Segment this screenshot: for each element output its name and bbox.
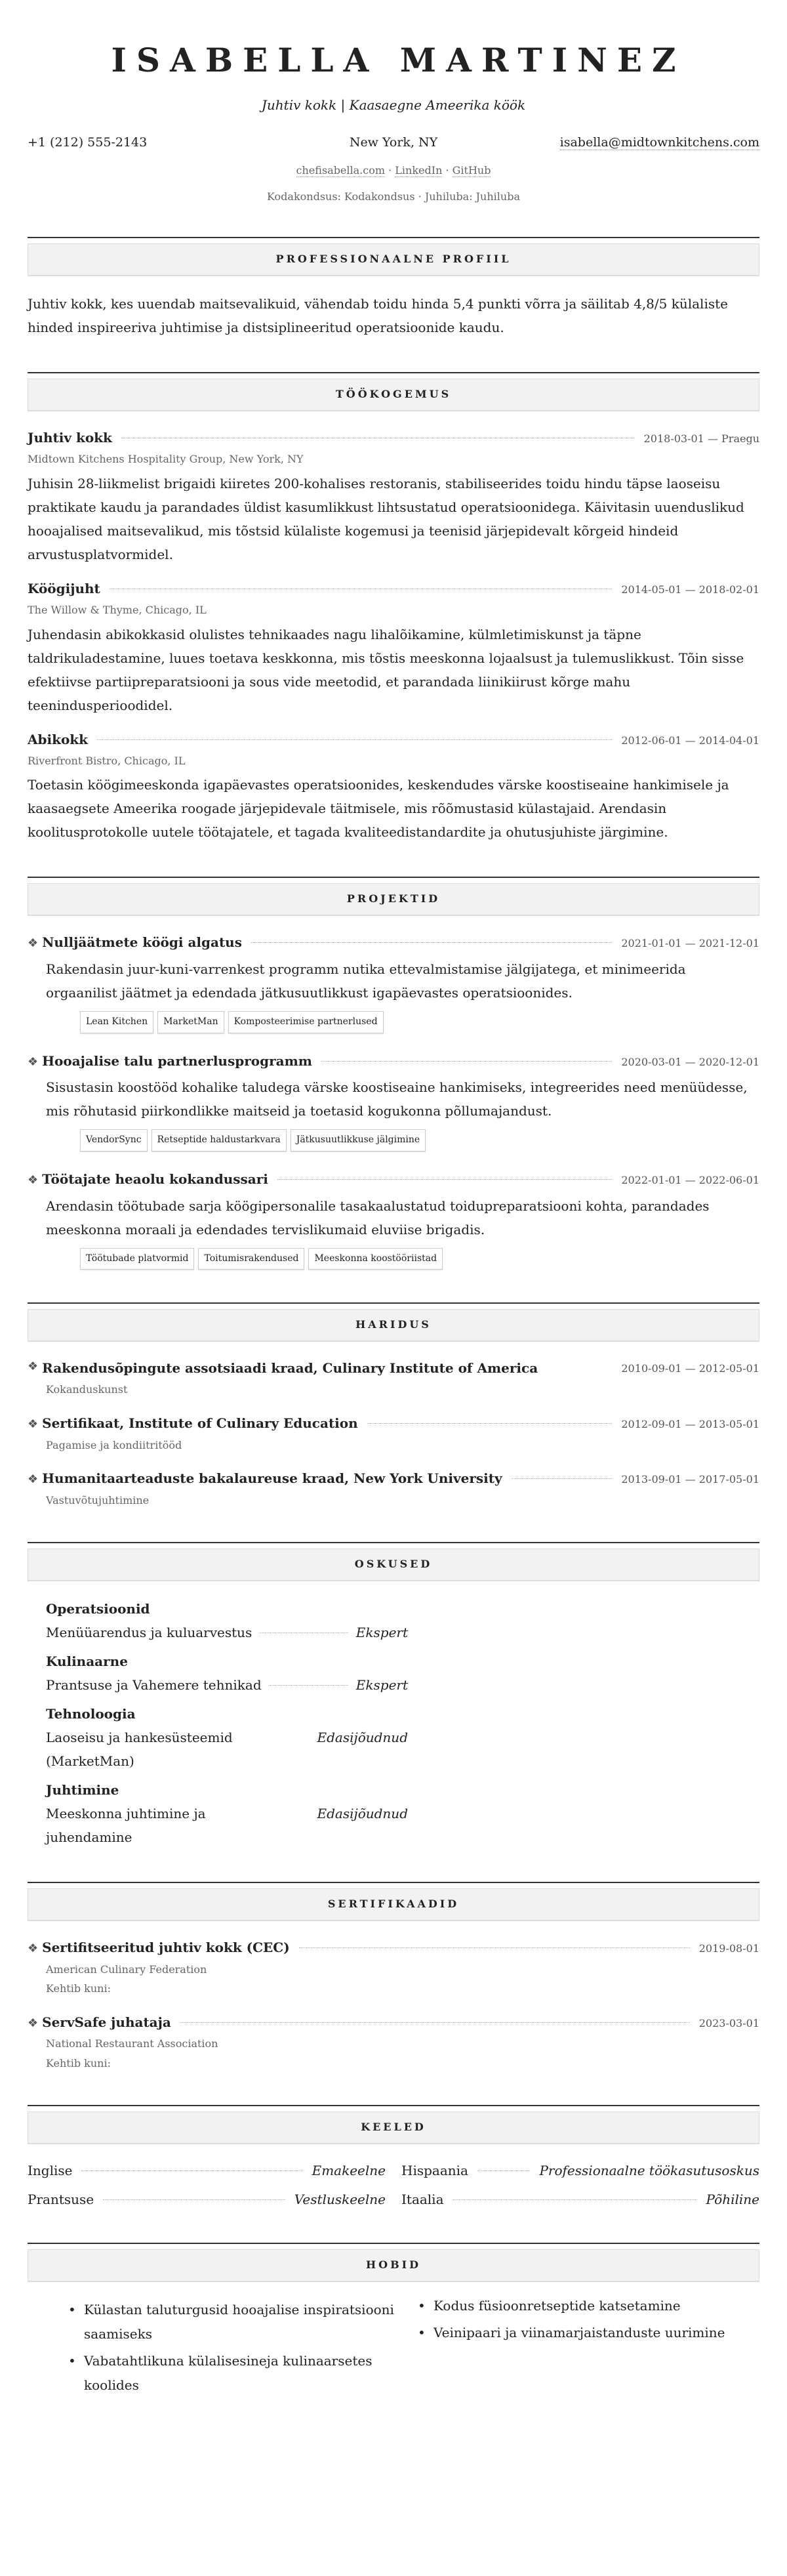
job-title: Juhtiv kokk (28, 430, 112, 446)
section-divider (28, 2105, 759, 2106)
email-link[interactable]: isabella@midtownkitchens.com (559, 135, 759, 150)
skill-row (46, 1621, 408, 1644)
project-tags (28, 1129, 759, 1152)
skill-row (46, 1726, 408, 1773)
skill-level: Ekspert (355, 1624, 408, 1640)
certification-date: 2023-03-01 (698, 2016, 759, 2029)
tag: VendorSync (80, 1129, 148, 1152)
dotted-leader (260, 1632, 348, 1633)
language-level: Vestluskeelne (294, 2191, 386, 2207)
resume-header (28, 41, 759, 204)
education-item (28, 1413, 759, 1453)
language-grid (28, 2160, 759, 2210)
project-title: Hooajalise talu partnerlusprogramm (42, 1052, 312, 1069)
language-row (401, 2189, 759, 2210)
skill-category: Tehnoloogia (46, 1705, 136, 1722)
section-divider (28, 1882, 759, 1883)
language-name: Itaalia (401, 2191, 444, 2207)
link-separator: · (385, 163, 395, 177)
tag: Meeskonna koostööriistad (308, 1248, 443, 1270)
link-separator: · (442, 163, 453, 177)
section-divider (28, 1542, 759, 1543)
degree-title: Humanitaarteaduste bakalaureuse kraad, New York University (42, 1470, 502, 1487)
skill-category: Operatsioonid (46, 1600, 150, 1617)
section-divider (28, 372, 759, 373)
dotted-leader (321, 1061, 612, 1062)
language-name: Prantsuse (28, 2191, 94, 2207)
language-level: Põhiline (706, 2191, 759, 2207)
section-divider (28, 1302, 759, 1304)
website-link[interactable]: chefisabella.com (296, 163, 386, 177)
language-row (28, 2160, 386, 2181)
degree-title: Rakendusõpingute assotsiaadi kraad, Culinary Institute of America (42, 1360, 538, 1377)
company: The Willow & Thyme, Chicago, IL (28, 603, 207, 616)
certification-title: Sertifitseeritud juhtiv kokk (CEC) (42, 1939, 290, 1955)
hobby-item: • Kodus füsioonretseptide katsetamine (416, 2294, 759, 2318)
education-item (28, 1358, 759, 1398)
contact-row (28, 134, 759, 152)
hobby-item: • Veinipaari ja viinamarjaistanduste uurimine (416, 2321, 759, 2345)
language-row (401, 2160, 759, 2181)
experience-item (28, 729, 759, 844)
project-dates: 2022-01-01 — 2022-06-01 (621, 1173, 759, 1186)
section-projects (28, 877, 759, 1270)
profile-summary: Juhtiv kokk, kes uuendab maitsevalikuid, vähendab toidu hinda 5,4 punkti võrra ja säilitab 4,8/5 külaliste hinded inspireeriva juhtimise ja distsiplineeritud operatsioonide kaudu. (28, 296, 728, 336)
skill-row (46, 1673, 408, 1697)
certification-expiry: Kehtib kuni: (46, 1982, 111, 1995)
tag: Retseptide haldustarkvara (151, 1129, 287, 1152)
linkedin-link[interactable]: LinkedIn (395, 163, 443, 177)
language-name: Inglise (28, 2162, 73, 2178)
section-title: SERTIFIKAADID (28, 1888, 759, 1921)
section-title: KEELED (28, 2111, 759, 2144)
project-tags (28, 1011, 759, 1033)
degree-title: Sertifikaat, Institute of Culinary Education (42, 1415, 358, 1431)
education-dates: 2010-09-01 — 2012-05-01 (621, 1362, 759, 1375)
tag: Töötubade platvormid (80, 1248, 194, 1270)
education-dates: 2013-09-01 — 2017-05-01 (621, 1473, 759, 1486)
dotted-leader (180, 2022, 690, 2023)
location: New York, NY (349, 135, 438, 150)
skill-name: Laoseisu ja hankesüsteemid (MarketMan) (46, 1729, 233, 1769)
tag: MarketMan (157, 1011, 224, 1033)
dotted-leader (277, 1179, 612, 1180)
certification-date: 2019-08-01 (698, 1942, 759, 1955)
project-description: Sisustasin koostööd kohalike taludega värske koostiseaine hankimiseks, integreerides need menüüdesse, mis rõhutasid piirkondlikke maitseid ja toetasid kogukonna põllumajandust. (46, 1079, 748, 1119)
certification-issuer: National Restaurant Association (46, 2037, 218, 2050)
dotted-leader (270, 1685, 348, 1686)
job-dates: 2012-06-01 — 2014-04-01 (621, 734, 759, 747)
section-divider (28, 237, 759, 238)
section-title: OSKUSED (28, 1548, 759, 1581)
project-description: Arendasin töötubade sarja köögipersonalile tasakaalustatud toidupreparatsiooni kohta, parandades meeskonna moraali ja edendades tervislikumaid eluviise brigadis. (46, 1197, 710, 1237)
job-title: Köögijuht (28, 580, 100, 596)
field-of-study: Pagamise ja kondiitritööd (46, 1438, 182, 1451)
skill-name: Prantsuse ja Vahemere tehnikad (46, 1676, 262, 1693)
diamond-bullet-icon: ❖ (28, 936, 39, 951)
hobby-item: • Vabatahtlikuna külalisesineja kulinaarsetes koolides (67, 2349, 410, 2398)
project-item (28, 932, 759, 1033)
field-of-study: Vastuvõtujuhtimine (46, 1494, 150, 1507)
language-name: Hispaania (401, 2162, 468, 2178)
skill-level: Ekspert (355, 1676, 408, 1693)
job-description: Toetasin köögimeeskonda igapäevastes operatsioonides, keskendudes värske koostiseaine hankimisele ja kaasaegsete Ameerika roogade järjepidevale täitmisele, mis rõõmustasid külastajaid. Arendasin koolitusprotokolle uutele töötajatele, et tagada kvaliteedistandardite ja ohutusjuhiste järgimine. (28, 777, 729, 841)
section-languages (28, 2105, 759, 2210)
section-hobbies (28, 2243, 759, 2400)
experience-item (28, 578, 759, 717)
diamond-bullet-icon: ❖ (28, 1941, 39, 1955)
job-description: Juhendasin abikokkasid olulistes tehnikaades nagu lihalõikamine, külmletimiskunst ja täpne taldrikuladestamine, luues toetava keskkonna, mis tõstis meeskonna lojaalsust ja tulemuslikkust. Tõin sisse efektiivse partiipreparatsiooni ja sous vide meetodid, et parandada liinikiirust kõrge mahu teenindusperioodidel. (28, 626, 744, 713)
experience-item (28, 427, 759, 566)
dotted-leader (97, 739, 612, 740)
tag: Toitumisrakendused (198, 1248, 304, 1270)
profile-links (28, 163, 759, 178)
dotted-leader (367, 1423, 613, 1424)
diamond-bullet-icon: ❖ (28, 1173, 39, 1187)
project-title: Töötajate heaolu kokandussari (42, 1171, 268, 1187)
project-dates: 2021-01-01 — 2021-12-01 (621, 937, 759, 950)
certification-title: ServSafe juhataja (42, 2014, 171, 2030)
certification-issuer: American Culinary Federation (46, 1963, 207, 1976)
project-description: Rakendasin juur-kuni-varrenkest programm nutika ettevalmistamise jälgijatega, et minimeerida orgaanilist jäätmet ja edendada jätkusuutlikkust igapäevastes operatsioonides. (46, 961, 686, 1001)
dotted-leader (453, 2199, 697, 2200)
project-item (28, 1169, 759, 1270)
field-of-study: Kokanduskunst (46, 1383, 128, 1396)
skill-level: Edasijõudnud (317, 1805, 408, 1821)
skill-category: Juhtimine (46, 1781, 119, 1798)
job-title: Abikokk (28, 731, 89, 747)
hobby-item: • Külastan taluturgusid hooajalise inspiratsiooni saamiseks (67, 2298, 410, 2346)
tag: Jätkusuutlikkuse jälgimine (291, 1129, 426, 1152)
hobby-list-right (416, 2294, 759, 2400)
headline: Juhtiv kokk | Kaasaegne Ameerika köök (261, 97, 526, 113)
certification-expiry: Kehtib kuni: (46, 2057, 111, 2070)
tag: Komposteerimise partnerlused (228, 1011, 384, 1033)
skill-name: Meeskonna juhtimine ja juhendamine (46, 1805, 206, 1845)
section-education (28, 1302, 759, 1508)
company: Riverfront Bistro, Chicago, IL (28, 754, 186, 767)
education-dates: 2012-09-01 — 2013-05-01 (621, 1417, 759, 1430)
diamond-bullet-icon: ❖ (28, 1360, 39, 1374)
certification-item (28, 2012, 759, 2072)
skill-name: Menüüarendus ja kuluarvestus (46, 1624, 252, 1640)
section-title: HOBID (28, 2249, 759, 2282)
job-dates: 2014-05-01 — 2018-02-01 (621, 583, 759, 596)
language-row (28, 2189, 386, 2210)
company: Midtown Kitchens Hospitality Group, New York, NY (28, 453, 304, 466)
job-description: Juhisin 28-liikmelist brigaidi kiiretes 200-kohalises restoranis, stabiliseerides toidu hindu täpse laoseisu praktikate kaudu ja parandades üldist kasumlikkust lihtsustatud operatsioonidega. Käivitasin uuenduslikud hooajalised maitsevalikud, mis tõstsid külaliste kogemusi ja teenisid järjepidevalt kõrgeid hindeid arvustusplatvormidel. (28, 475, 744, 562)
skill-level: Edasijõudnud (317, 1729, 408, 1745)
section-title: PROJEKTID (28, 883, 759, 916)
education-item (28, 1468, 759, 1508)
project-title: Nulljäätmete köögi algatus (42, 934, 242, 951)
language-level: Professionaalne töökasutusoskus (539, 2162, 759, 2178)
phone: +1 (212) 555-2143 (28, 135, 148, 150)
section-divider (28, 2243, 759, 2244)
section-title: HARIDUS (28, 1309, 759, 1342)
dotted-leader (103, 2199, 285, 2200)
diamond-bullet-icon: ❖ (28, 1472, 39, 1487)
section-skills (28, 1542, 759, 1849)
section-title: PROFESSIONAALNE PROFIIL (28, 243, 759, 276)
section-certifications (28, 1882, 759, 2072)
skill-row (46, 1802, 408, 1849)
candidate-name: ISABELLA MARTINEZ (111, 41, 686, 79)
citizenship-license: Kodakondsus: Kodakondsus · Juhiluba: Juhiluba (267, 190, 520, 203)
skill-group (28, 1650, 759, 1697)
language-level: Emakeelne (312, 2162, 386, 2178)
github-link[interactable]: GitHub (452, 163, 491, 177)
dotted-leader (299, 1947, 690, 1948)
skill-group (28, 1702, 759, 1773)
job-dates: 2018-03-01 — Praegu (643, 432, 759, 446)
tag: Lean Kitchen (80, 1011, 153, 1033)
diamond-bullet-icon: ❖ (28, 1054, 39, 1069)
hobby-list-left (67, 2298, 410, 2400)
certification-item (28, 1937, 759, 1997)
section-divider (28, 877, 759, 878)
project-item (28, 1050, 759, 1152)
section-profile (28, 237, 759, 339)
diamond-bullet-icon: ❖ (28, 2016, 39, 2030)
hobby-grid (28, 2298, 759, 2400)
skill-category: Kulinaarne (46, 1653, 128, 1669)
skill-group (28, 1597, 759, 1644)
project-tags (28, 1248, 759, 1270)
dotted-leader (512, 1478, 613, 1479)
skill-group (28, 1778, 759, 1849)
email-wrapper (515, 134, 759, 152)
section-title: TÖÖKOGEMUS (28, 379, 759, 411)
section-experience (28, 372, 759, 844)
diamond-bullet-icon: ❖ (28, 1417, 39, 1431)
project-dates: 2020-03-01 — 2020-12-01 (621, 1055, 759, 1068)
dotted-leader (251, 942, 612, 943)
